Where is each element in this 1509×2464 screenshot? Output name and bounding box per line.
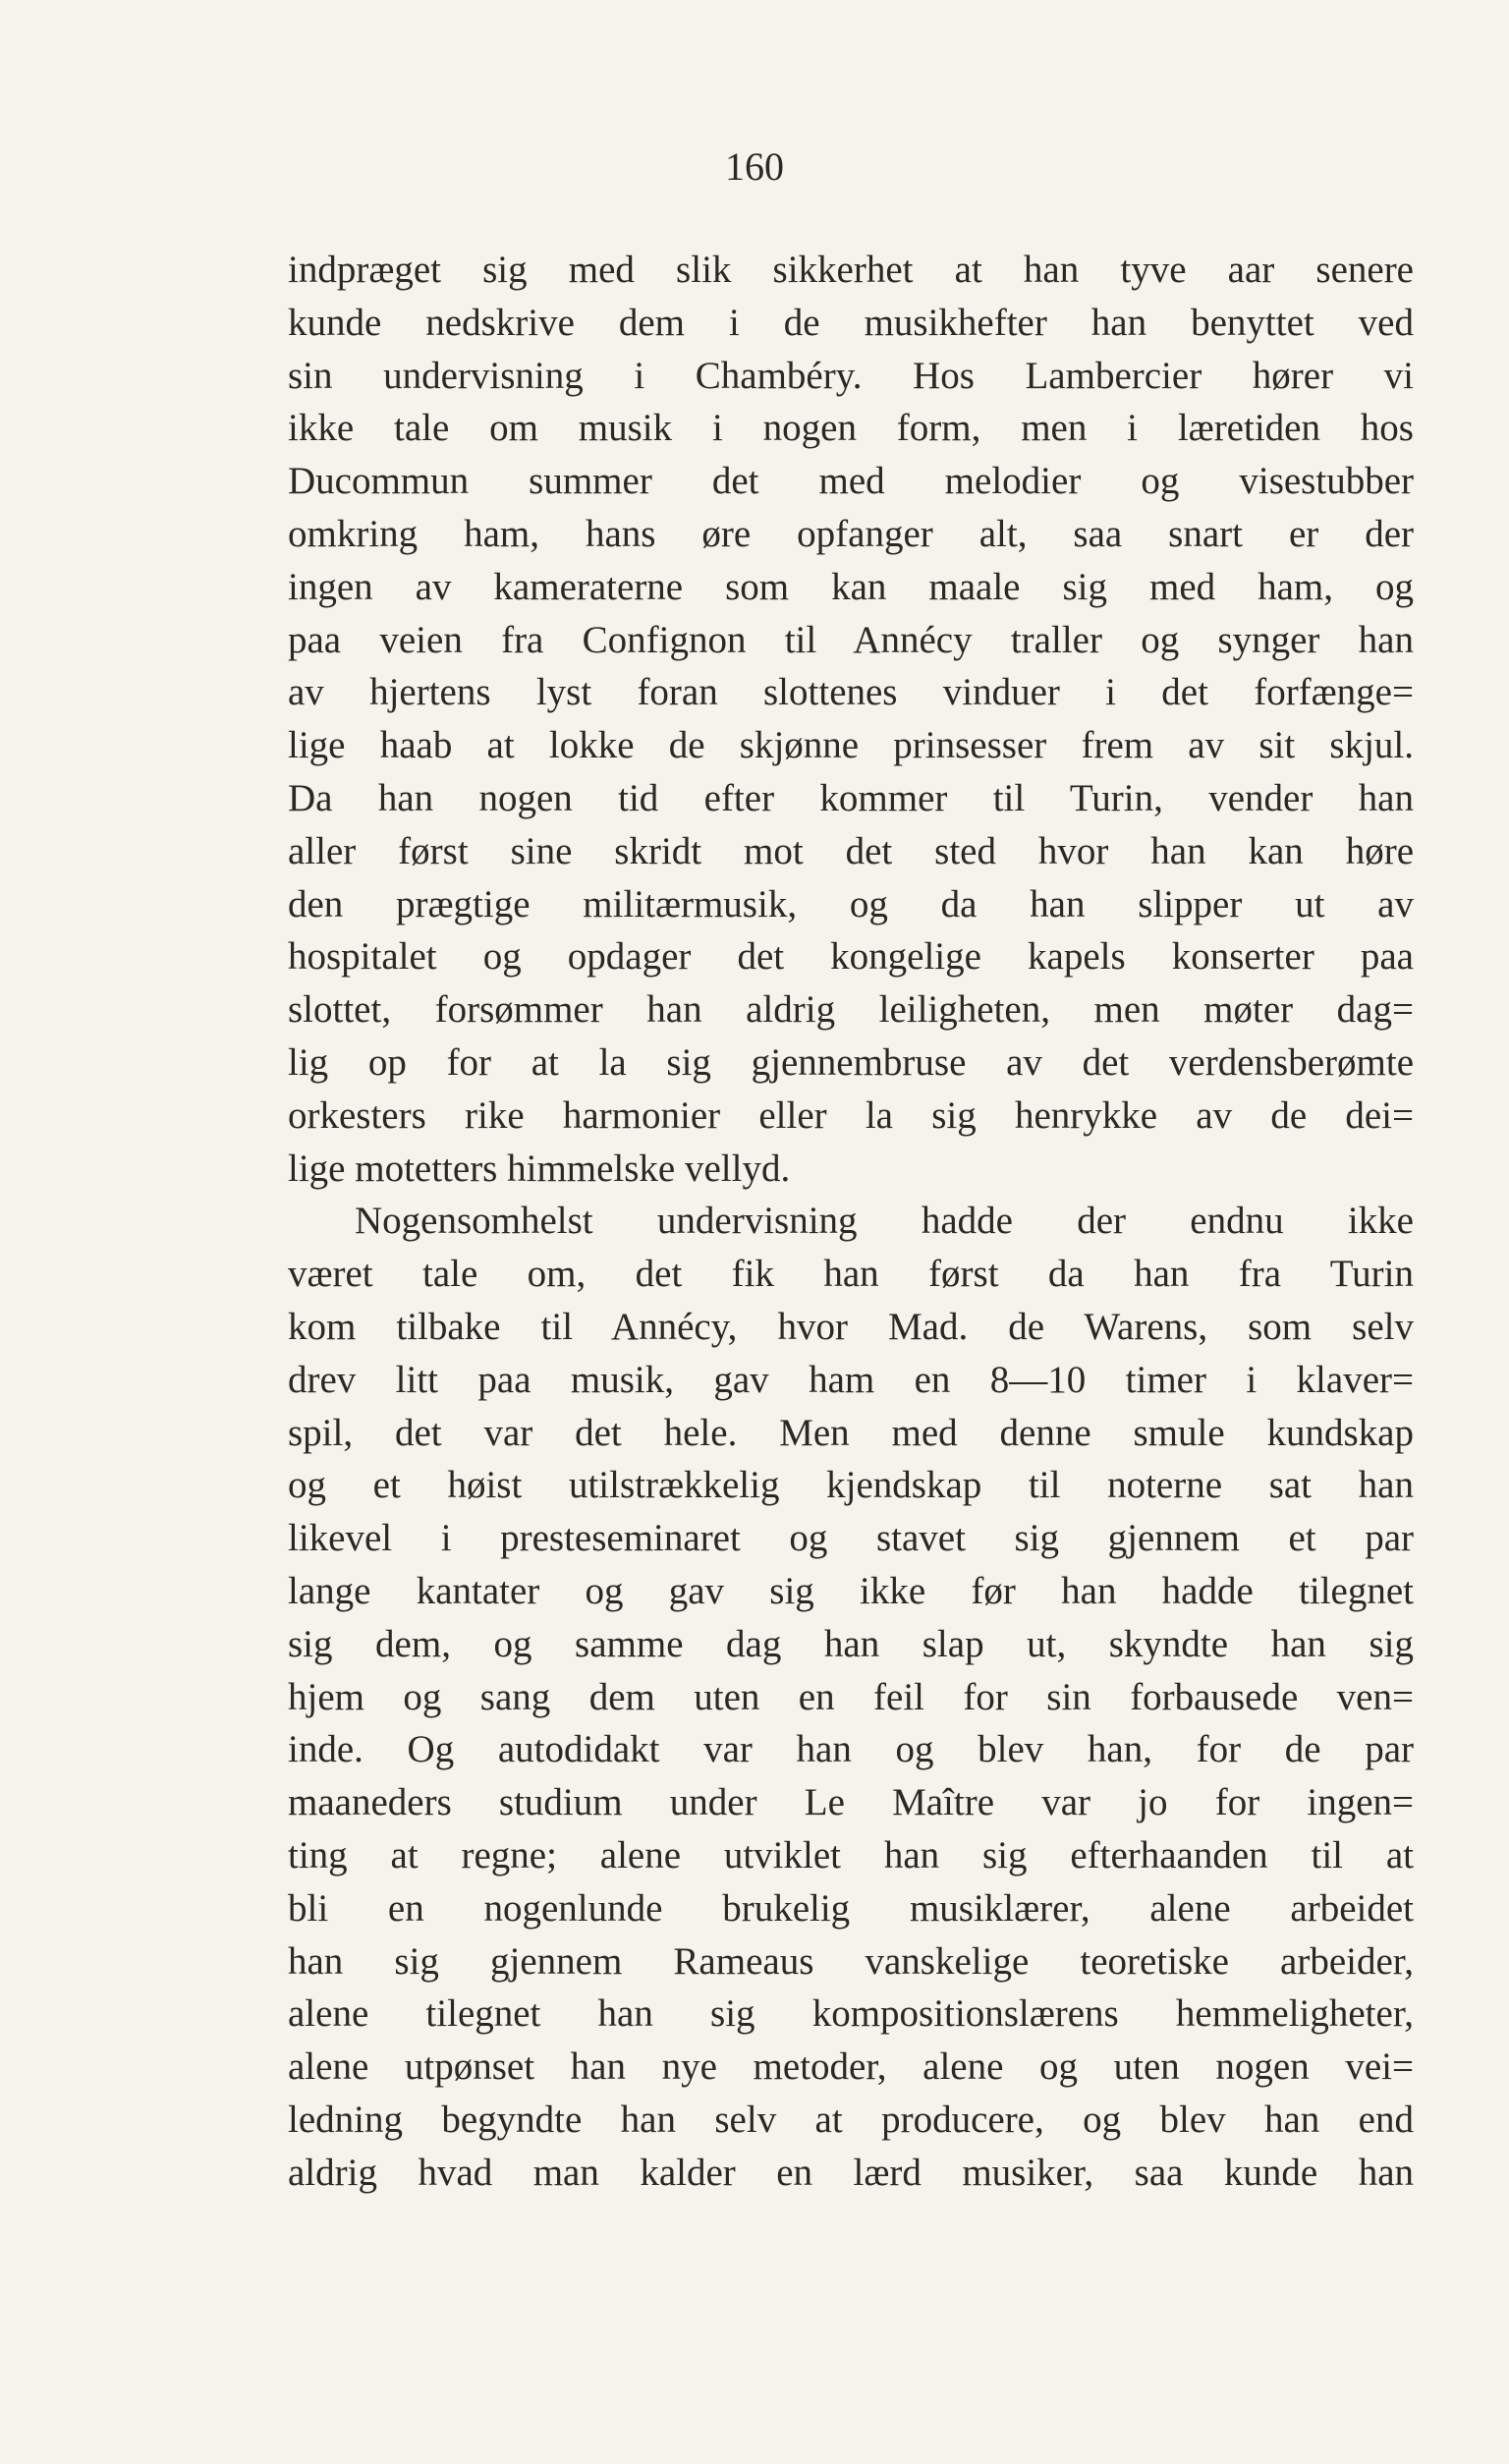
- text-line: indpræget sig med slik sikkerhet at han tyve aar senere: [288, 249, 1414, 291]
- text-line: bli en nogenlunde brukelig musiklærer, alene arbeidet: [288, 1886, 1414, 1930]
- text-line: paa veien fra Confignon til Annécy traller og synger han: [288, 618, 1414, 661]
- text-line: ledning begyndte han selv at producere, og blev han end: [288, 2098, 1414, 2141]
- text-line: kom tilbake til Annécy, hvor Mad. de Warens, som selv: [288, 1305, 1414, 1348]
- text-line: hjem og sang dem uten en feil for sin forbausede ven=: [288, 1675, 1414, 1718]
- text-line: av hjertens lyst foran slottenes vinduer i det forfænge=: [288, 671, 1414, 714]
- body-text: [288, 244, 1414, 2199]
- text-line: spil, det var det hele. Men med denne smule kundskap: [288, 1411, 1414, 1454]
- text-line: sig dem, og samme dag han slap ut, skyndte han sig: [288, 1622, 1414, 1665]
- text-line: han sig gjennem Rameaus vanskelige teoretiske arbeider,: [288, 1939, 1414, 1983]
- text-line: Nogensomhelst undervisning hadde der endnu ikke: [355, 1200, 1414, 1243]
- text-line: aldrig hvad man kalder en lærd musiker, saa kunde han: [288, 2151, 1414, 2194]
- text-line: lige motetters himmelske vellyd.: [288, 1147, 791, 1190]
- text-line: orkesters rike harmonier eller la sig henrykke av de dei=: [288, 1093, 1414, 1137]
- text-line: maaneders studium under Le Maître var jo for ingen=: [288, 1781, 1414, 1824]
- text-line: lange kantater og gav sig ikke før han hadde tilegnet: [288, 1569, 1414, 1612]
- text-line: lig op for at la sig gjennembruse av det verdensberømte: [288, 1040, 1414, 1084]
- text-line: ingen av kameraterne som kan maale sig med ham, og: [288, 565, 1414, 608]
- text-line: lige haab at lokke de skjønne prinsesser frem av sit skjul.: [288, 724, 1414, 767]
- text-line: aller først sine skridt mot det sted hvor han kan høre: [288, 829, 1414, 872]
- text-line: alene tilegnet han sig kompositionslærens hemmeligheter,: [288, 1992, 1414, 2036]
- text-line: kunde nedskrive dem i de musikhefter han benyttet ved: [288, 301, 1414, 344]
- text-line: været tale om, det fik han først da han fra Turin: [288, 1253, 1414, 1296]
- text-line: slottet, forsømmer han aldrig leiligheten, men møter dag=: [288, 988, 1414, 1032]
- text-line: Ducommun summer det med melodier og visestubber: [288, 460, 1414, 503]
- text-line: alene utpønset han nye metoder, alene og uten nogen vei=: [288, 2045, 1414, 2089]
- text-line: og et høist utilstrækkelig kjendskap til noterne sat han: [288, 1464, 1414, 1507]
- text-line: ting at regne; alene utviklet han sig efterhaanden til at: [288, 1833, 1414, 1876]
- text-line: inde. Og autodidakt var han og blev han, for de par: [288, 1728, 1414, 1771]
- text-line: likevel i presteseminaret og stavet sig gjennem et par: [288, 1517, 1414, 1560]
- page-number: 160: [725, 144, 784, 189]
- text-line: ikke tale om musik i nogen form, men i læretiden hos: [288, 407, 1414, 450]
- text-line: hospitalet og opdager det kongelige kapels konserter paa: [288, 935, 1414, 979]
- text-line: drev litt paa musik, gav ham en 8—10 timer i klaver=: [288, 1358, 1414, 1401]
- text-line: Da han nogen tid efter kommer til Turin, vender han: [288, 776, 1414, 819]
- text-line: sin undervisning i Chambéry. Hos Lambercier hører vi: [288, 354, 1414, 397]
- text-line: omkring ham, hans øre opfanger alt, saa snart er der: [288, 512, 1414, 555]
- text-line: den prægtige militærmusik, og da han slipper ut av: [288, 882, 1414, 925]
